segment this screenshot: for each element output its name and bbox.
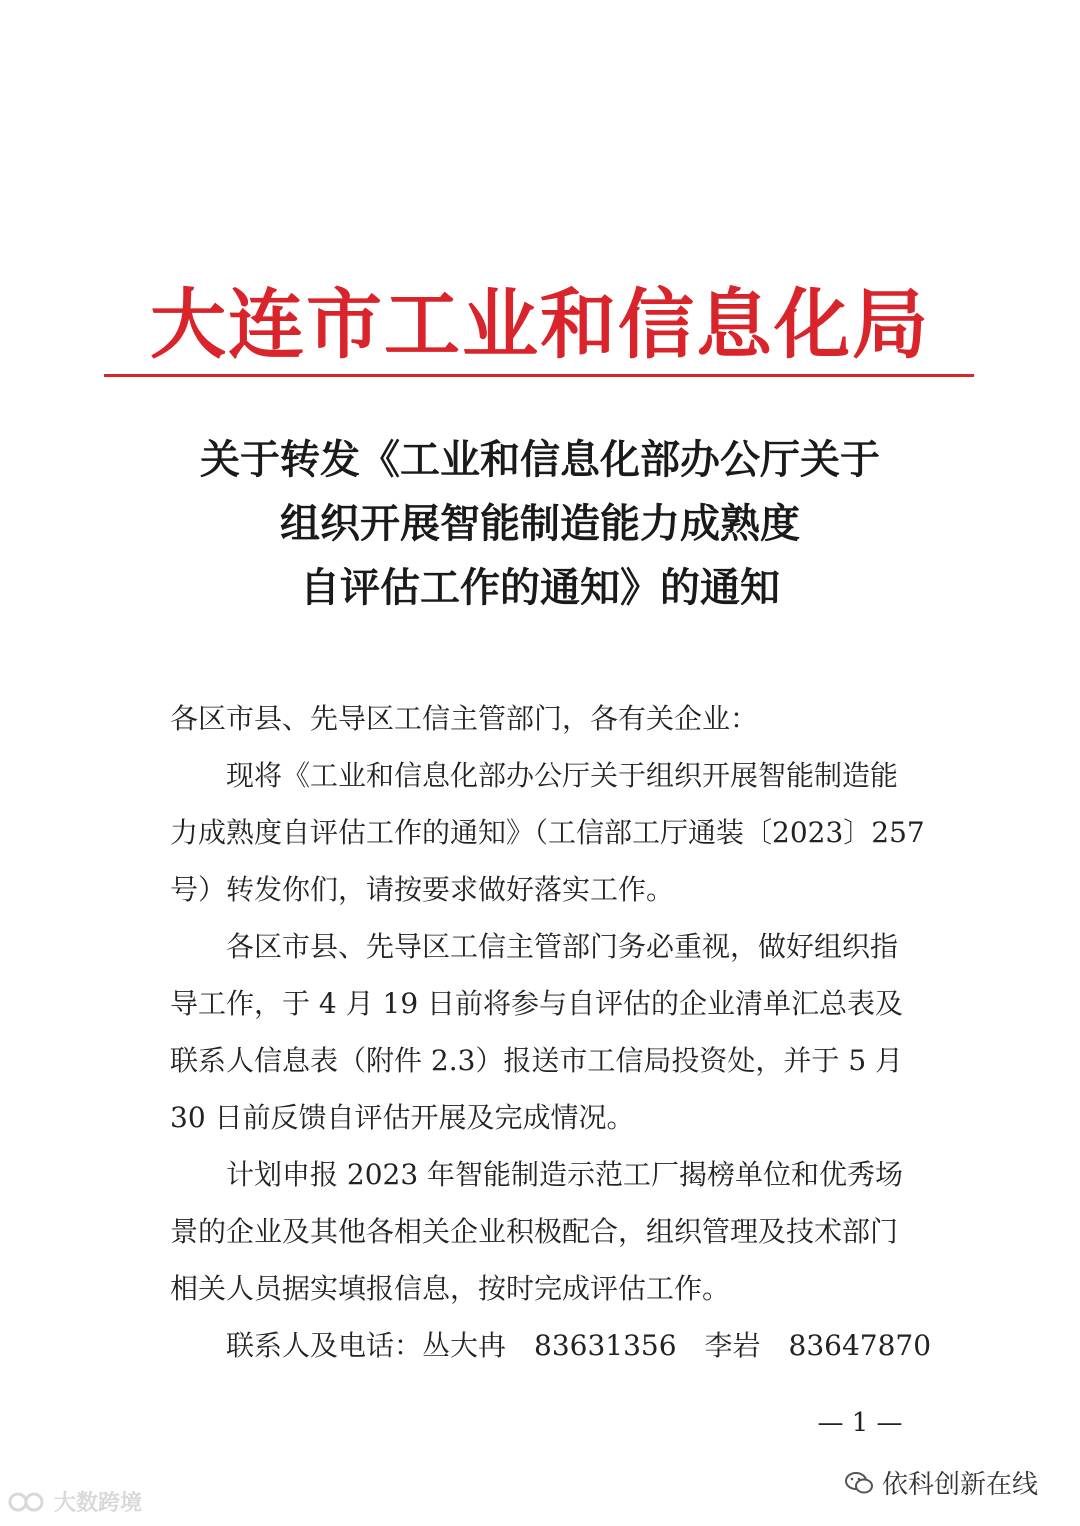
- body-line: 景的企业及其他各相关企业积极配合，组织管理及技术部门: [170, 1215, 899, 1248]
- body-line: 联系人信息表（附件 2.3）报送市工信局投资处，并于 5 月: [170, 1044, 904, 1077]
- document-title: [100, 428, 980, 620]
- body-line: 各区市县、先导区工信主管部门务必重视，做好组织指: [170, 930, 899, 963]
- source-logo-icon: [8, 1490, 48, 1514]
- watermark-account-name: 依科创新在线: [882, 1470, 1039, 1500]
- red-divider-line: [104, 374, 974, 377]
- body-line: 号）转发你们，请按要求做好落实工作。: [170, 873, 675, 906]
- watermark-account: [844, 1464, 1038, 1501]
- body-line: 力成熟度自评估工作的通知》（工信部工厅通装〔2023〕257: [170, 816, 925, 849]
- watermark-source-name: 大数跨境: [54, 1491, 143, 1516]
- body-salutation: 各区市县、先导区工信主管部门，各有关企业：: [170, 702, 759, 735]
- masthead-org-name: 大连市工业和信息化局: [150, 280, 930, 369]
- title-line: 关于转发《工业和信息化部办公厅关于: [200, 436, 880, 483]
- body-line: 30 日前反馈自评估开展及完成情况。: [170, 1101, 635, 1134]
- document-body: [170, 690, 930, 1374]
- wechat-icon: [844, 1471, 874, 1495]
- title-line: 自评估工作的通知》的通知: [300, 564, 780, 611]
- body-line: 相关人员据实填报信息，按时完成评估工作。: [170, 1272, 731, 1305]
- watermark-source: [8, 1486, 142, 1517]
- contact-line: 联系人及电话：丛大冉 83631356 李岩 83647870: [170, 1329, 932, 1362]
- body-line: 计划申报 2023 年智能制造示范工厂揭榜单位和优秀场: [170, 1158, 904, 1191]
- body-line: 导工作，于 4 月 19 日前将参与自评估的企业清单汇总表及: [170, 987, 904, 1020]
- body-line: 现将《工业和信息化部办公厅关于组织开展智能制造能: [170, 759, 899, 792]
- title-line: 组织开展智能制造能力成熟度: [280, 500, 800, 547]
- page-number: — 1 —: [817, 1408, 903, 1438]
